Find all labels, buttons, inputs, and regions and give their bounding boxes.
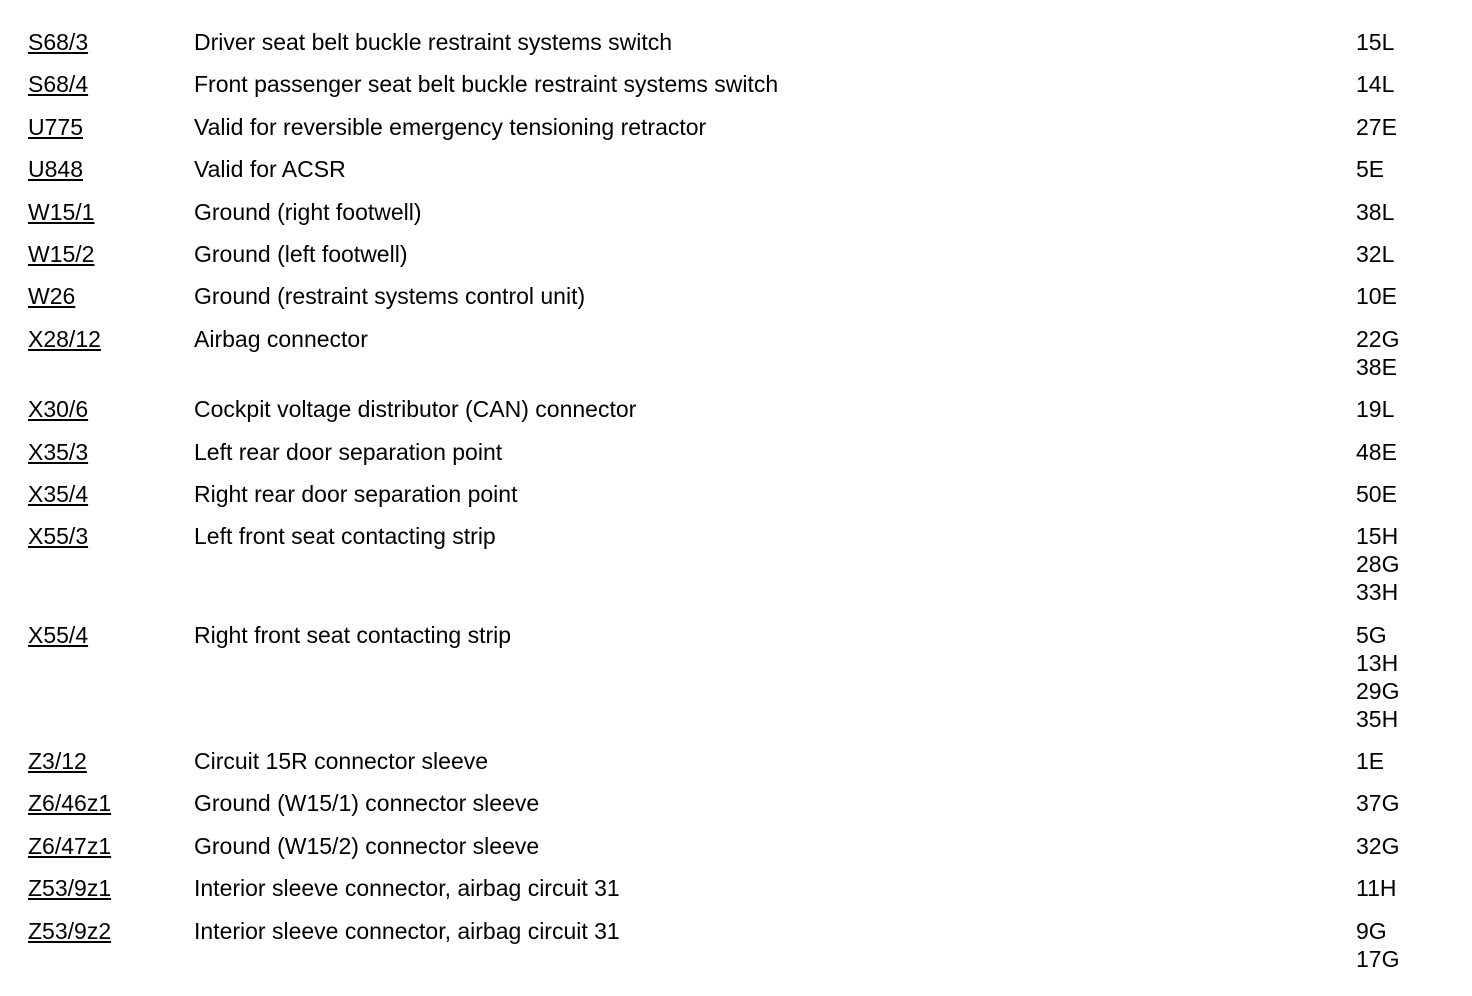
grid-location: 38L	[1356, 198, 1395, 225]
legend-row	[28, 832, 1448, 860]
grid-location: 27E	[1356, 113, 1397, 140]
grid-location: 15H	[1356, 523, 1399, 550]
component-description: Left rear door separation point	[194, 438, 503, 465]
component-description: Ground (restraint systems control unit)	[194, 283, 586, 310]
component-code-link[interactable]: W15/2	[28, 240, 95, 267]
legend-row	[28, 325, 1448, 381]
legend-row	[28, 198, 1448, 226]
component-description: Ground (left footwell)	[194, 240, 408, 267]
grid-location: 28G	[1356, 551, 1400, 578]
component-code-link[interactable]: S68/3	[28, 29, 89, 55]
grid-location: 5E	[1356, 156, 1385, 183]
component-description: Driver seat belt buckle restraint systems switch	[194, 29, 673, 55]
grid-locations	[1356, 621, 1448, 733]
legend-row	[28, 395, 1448, 423]
component-code-link[interactable]: Z53/9z2	[28, 917, 112, 944]
grid-location: 35H	[1356, 705, 1399, 732]
legend-row	[28, 155, 1448, 183]
grid-locations	[1356, 282, 1448, 310]
component-code-link[interactable]: Z6/47z1	[28, 832, 112, 859]
legend-row	[28, 438, 1448, 466]
grid-location: 14L	[1356, 71, 1395, 98]
component-code-link[interactable]: U775	[28, 113, 83, 140]
grid-location: 37G	[1356, 790, 1400, 817]
component-description: Valid for ACSR	[194, 156, 346, 183]
grid-locations	[1356, 155, 1448, 183]
grid-location: 13H	[1356, 649, 1399, 676]
component-description: Circuit 15R connector sleeve	[194, 748, 489, 775]
legend-row	[28, 240, 1448, 268]
legend-row	[28, 747, 1448, 775]
component-code-link[interactable]: X30/6	[28, 396, 89, 423]
component-code-link[interactable]: X28/12	[28, 325, 101, 352]
grid-locations	[1356, 28, 1448, 56]
component-description: Right front seat contacting strip	[194, 621, 512, 648]
legend-row	[28, 789, 1448, 817]
component-code-link[interactable]: X35/4	[28, 480, 89, 507]
grid-locations	[1356, 789, 1448, 817]
legend-row	[28, 621, 1448, 733]
component-description: Ground (W15/2) connector sleeve	[194, 832, 540, 859]
grid-location: 48E	[1356, 438, 1397, 465]
component-code-link[interactable]: W15/1	[28, 198, 95, 225]
grid-location: 50E	[1356, 480, 1397, 507]
grid-location: 33H	[1356, 579, 1399, 606]
grid-locations	[1356, 917, 1448, 973]
legend-row	[28, 522, 1448, 606]
legend-row	[28, 28, 1448, 56]
grid-locations	[1356, 832, 1448, 860]
legend-row	[28, 480, 1448, 508]
grid-locations	[1356, 438, 1448, 466]
legend-row	[28, 917, 1448, 973]
grid-location: 32L	[1356, 240, 1395, 267]
grid-locations	[1356, 395, 1448, 423]
component-description: Airbag connector	[194, 325, 368, 352]
component-code-link[interactable]: Z6/46z1	[28, 790, 112, 817]
grid-locations	[1356, 113, 1448, 141]
component-description: Cockpit voltage distributor (CAN) connector	[194, 396, 637, 423]
component-description: Interior sleeve connector, airbag circuit 31	[194, 875, 620, 902]
component-code-link[interactable]: Z53/9z1	[28, 875, 112, 902]
component-code-link[interactable]: X35/3	[28, 438, 89, 465]
grid-locations	[1356, 522, 1448, 606]
grid-location: 19L	[1356, 396, 1395, 423]
grid-location: 29G	[1356, 677, 1400, 704]
component-description: Ground (W15/1) connector sleeve	[194, 790, 540, 817]
grid-location: 5G	[1356, 621, 1387, 648]
grid-location: 17G	[1356, 945, 1400, 972]
component-code-link[interactable]: S68/4	[28, 71, 89, 98]
grid-locations	[1356, 70, 1448, 98]
component-code-link[interactable]: Z3/12	[28, 748, 87, 775]
grid-location: 32G	[1356, 832, 1400, 859]
grid-locations	[1356, 480, 1448, 508]
grid-location: 38E	[1356, 353, 1397, 380]
component-code-link[interactable]: X55/3	[28, 523, 89, 550]
grid-locations	[1356, 198, 1448, 226]
grid-location: 11H	[1356, 875, 1397, 902]
grid-location: 22G	[1356, 325, 1400, 352]
component-description: Left front seat contacting strip	[194, 523, 496, 550]
component-legend	[28, 28, 1448, 987]
grid-locations	[1356, 747, 1448, 775]
component-description: Right rear door separation point	[194, 480, 518, 507]
grid-locations	[1356, 874, 1448, 902]
legend-row	[28, 874, 1448, 902]
grid-location: 9G	[1356, 917, 1387, 944]
component-description: Ground (right footwell)	[194, 198, 422, 225]
grid-location: 15L	[1356, 29, 1395, 55]
grid-locations	[1356, 240, 1448, 268]
component-code-link[interactable]: X55/4	[28, 621, 89, 648]
grid-locations	[1356, 325, 1448, 381]
component-description: Valid for reversible emergency tensioning retractor	[194, 113, 707, 140]
legend-row	[28, 282, 1448, 310]
grid-location: 1E	[1356, 748, 1385, 775]
component-description: Interior sleeve connector, airbag circuit 31	[194, 917, 620, 944]
component-code-link[interactable]: W26	[28, 283, 76, 310]
component-code-link[interactable]: U848	[28, 156, 83, 183]
legend-row	[28, 70, 1448, 98]
grid-location: 10E	[1356, 283, 1397, 310]
component-description: Front passenger seat belt buckle restraint systems switch	[194, 71, 779, 98]
legend-row	[28, 113, 1448, 141]
